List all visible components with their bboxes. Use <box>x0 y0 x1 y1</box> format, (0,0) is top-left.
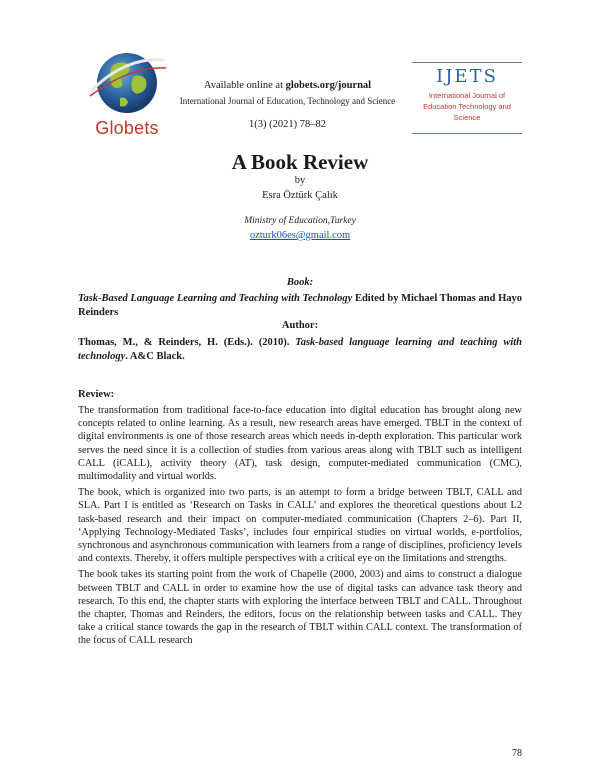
review-paragraph: The book takes its starting point from the work of Chapelle (2000, 2003) and aims to construct a dialogue between TBLT and CALL in order to examine how the use of digital tasks can advance task theory and research. To this end, the chapter starts with exploring the interface between TBLT and CALL. Throughout the chapter, Thomas and Reinders, the editors, focus on the relationship between tasks and CALL. They take a critical stance towards the gap in the research of TBLT within CALL context. The transformation of the focus of CALL research <box>78 569 522 647</box>
ref-prefix: Thomas, M., & Reinders, H. (Eds.). (2010). <box>78 337 296 348</box>
ijets-title: IJETS <box>436 66 498 87</box>
ijets-logo <box>412 62 522 134</box>
article-author: Esra Öztürk Çalık <box>262 190 338 201</box>
book-info <box>78 292 522 319</box>
journal-site-link[interactable]: globets.org/journal <box>285 80 372 91</box>
journal-header <box>165 79 410 132</box>
article-title: A Book Review <box>231 150 369 174</box>
author-label: Author: <box>281 320 319 331</box>
author-email-link[interactable]: ozturk06es@gmail.com <box>249 230 351 241</box>
book-reference <box>78 336 522 363</box>
page-number: 78 <box>512 748 522 759</box>
review-heading: Review: <box>78 389 115 400</box>
ijets-subtitle: International Journal of Education Technology and Science <box>423 91 511 122</box>
globets-logo <box>82 46 172 144</box>
author-affiliation: Ministry of Education,Turkey <box>244 216 356 226</box>
globe-icon <box>82 46 172 118</box>
ref-suffix: . A&C Black. <box>125 350 185 362</box>
book-title: Task-Based Language Learning and Teaching with Technology <box>78 293 353 304</box>
issue-info: 1(3) (2021) 78–82 <box>249 119 326 130</box>
availability-line <box>165 79 410 93</box>
logo-text: Globets <box>95 118 159 138</box>
availability-prefix: Available online at <box>203 80 286 91</box>
journal-name: International Journal of Education, Technology and Science <box>179 96 396 106</box>
book-editors: Edited by Michael Thomas and Hayo Reinders <box>78 293 522 318</box>
book-label: Book: <box>286 277 314 288</box>
review-paragraph: The transformation from traditional face-to-face education into digital education has brought along new concepts related to online learning. As a result, new research areas have emerged. TBLT in the context of digital environments is one of those research areas which needs in-depth exploration. This particular work serves the need since it is a collection of studies from various areas along with TBLT such as intelligent CALL (iCALL), activity theory (AT), task design, computer-mediated communication (CMC), multimodality and virtual worlds. <box>78 405 522 483</box>
ref-title: Task-based language learning and teaching with technology <box>78 337 522 362</box>
by-line: by <box>294 175 306 186</box>
review-body <box>78 404 522 651</box>
review-paragraph: The book, which is organized into two parts, is an attempt to form a bridge between TBLT, CALL and SLA. Part I is entitled as ‘Research on Tasks in CALL’ and explores the theoretical questions about L2 task-based research and their impact on computer-mediated communication (Chapters 2–6). Part II, ‘Applying Technology-Mediated Tasks’, includes four empirical studies on virtual worlds, e-portfolios, synchronous and asynchronous communication with learners from a range of disciplines, proficiency levels and contexts. Thereby, it offers multiple perspectives with a critical eye on the limitations and strengths. <box>78 487 522 565</box>
